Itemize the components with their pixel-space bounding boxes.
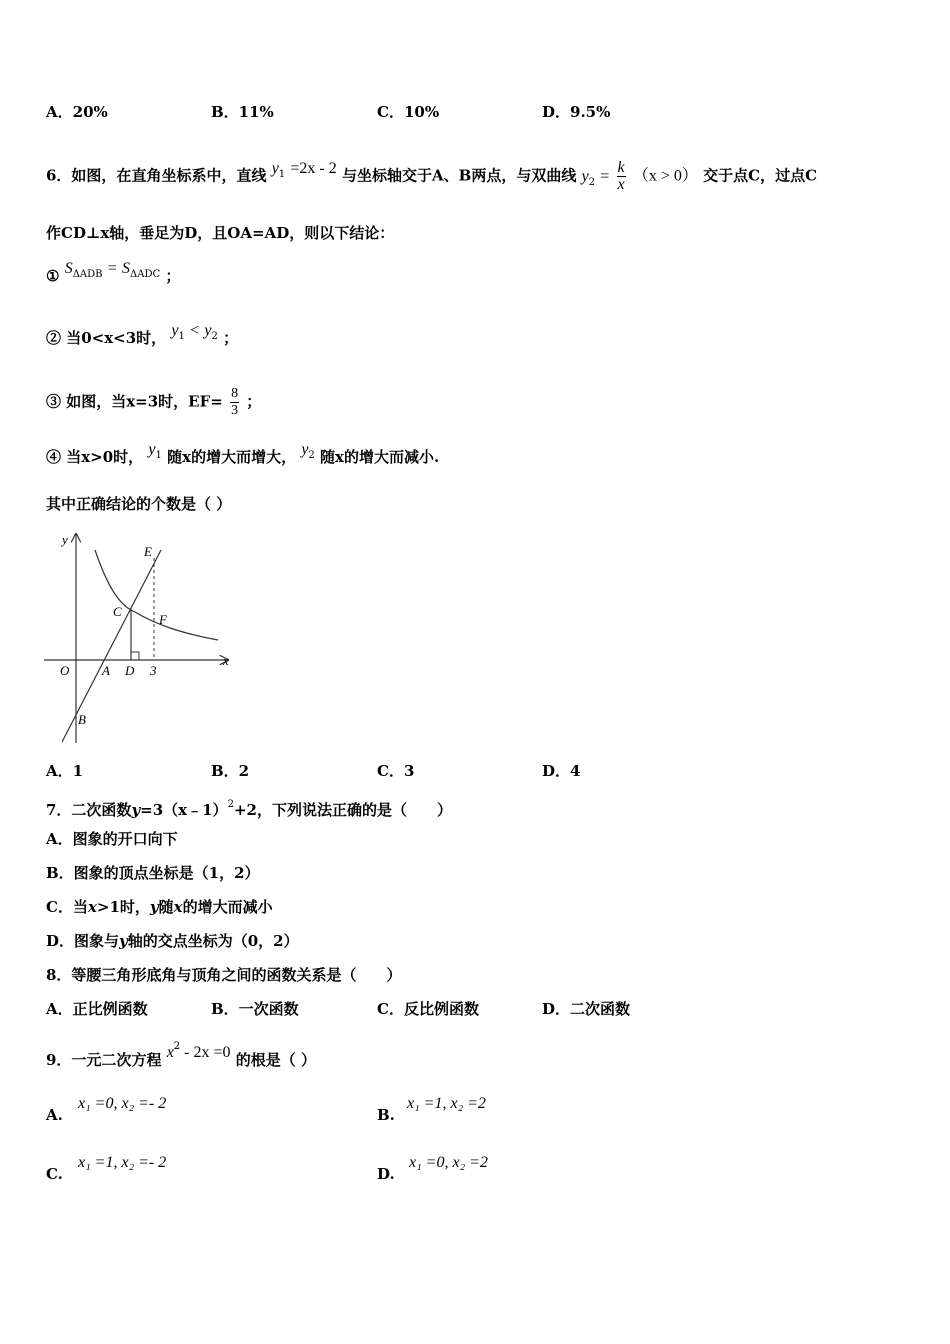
q6-question: 其中正确结论的个数是（ ） [46,495,232,513]
q9-option-d-label: D. [377,1165,395,1183]
label-O: O [60,663,70,678]
q6-conclusion-3: ③ 如图，当x=3时，EF= $\frac{8}{3}$ ； [46,386,262,418]
label-y: y [62,532,68,547]
q5-option-a: A．20% [46,103,108,121]
q6-conclusion-4: ④ 当x>0时， $y_1$ 随x的增大而增大， $y_2$ 随x的增大而减小. [46,441,440,466]
label-B: B [78,712,86,727]
q6-ef-fraction: $\frac{8}{3}$ [231,386,239,418]
q6-domain: （x > 0） [632,167,698,185]
q6-hyperbola-fraction: $\frac{k}{x}$ [617,159,625,193]
q7-option-a: A．图象的开口向下 [46,830,178,848]
q6-stem-line2: 作CD⊥x轴，垂足为D，且OA=AD，则以下结论： [46,224,395,242]
q7-option-c: C．当x>1时，y随x的增大而减小 [46,898,273,916]
q6-conclusion-1: ① $S_{\Delta ADB} = S_{\Delta ADC}$ ； [46,260,181,285]
label-F: F [159,612,167,627]
q8-stem: 8．等腰三角形底角与顶角之间的函数关系是（ ） [46,966,402,984]
q7-option-d: D．图象与y轴的交点坐标为（0，2） [46,932,299,950]
q6-text-3: 交于点C，过点C [703,166,818,185]
hyperbola-curve [95,550,218,640]
q9-option-c-label: C. [46,1165,63,1183]
label-x: x [223,653,229,668]
q6-conclusion-2: ② 当0<x<3时， $y_1 < y_2$ ； [46,322,239,347]
q9-option-c-math: x₁ =1, x₂ =- 2 [78,1154,167,1171]
q9-option-d-math: x₁ =0, x₂ =2 [409,1154,488,1171]
label-A: A [102,663,110,678]
q6-option-a: A．1 [46,762,84,780]
right-angle-mark [131,652,139,660]
q8-option-b: B．一次函数 [211,1000,299,1018]
q9-option-b-math: x₁ =1, x₂ =2 [407,1095,486,1112]
q6-stem-line1 [46,160,817,193]
line-ab [62,550,161,742]
q5-option-c: C．10% [377,103,440,121]
q5-option-d: D．9.5% [542,103,611,121]
q8-option-d: D．二次函数 [542,1000,631,1018]
q8-option-a: A．正比例函数 [46,1000,148,1018]
q6-text-1: 6．如图，在直角坐标系中，直线 [46,166,267,185]
q8-option-c: C．反比例函数 [377,1000,479,1018]
q6-text-2: 与坐标轴交于A、B两点，与双曲线 [342,166,577,185]
q7-option-b: B．图象的顶点坐标是（1，2） [46,864,260,882]
q9-equation: $x^2 - 2x =0$ [166,1041,231,1061]
q6-option-b: B．2 [211,762,250,780]
q6-option-d: D．4 [542,762,581,780]
q7-stem: 7．二次函数y=3（x﹣1）$^2$+2，下列说法正确的是（ ） [46,799,452,819]
q6-figure [40,528,240,750]
q6-hyperbola-equation: $y_2$ = $\frac{k}{x}$ [581,159,625,193]
q9-option-a-math: x₁ =0, x₂ =- 2 [78,1095,167,1112]
q6-line-equation: $y_1 =2x - 2$ [271,159,337,180]
q9-option-a-label: A. [46,1106,63,1124]
label-3: 3 [150,663,157,678]
label-D: D [125,663,135,678]
q9-stem: 9．一元二次方程 $x^2 - 2x =0$ 的根是（ ） [46,1041,316,1069]
label-E: E [144,544,152,559]
q5-option-b: B．11% [211,103,274,121]
q6-option-c: C．3 [377,762,415,780]
label-C: C [113,604,122,619]
q9-option-b-label: B. [377,1106,395,1124]
